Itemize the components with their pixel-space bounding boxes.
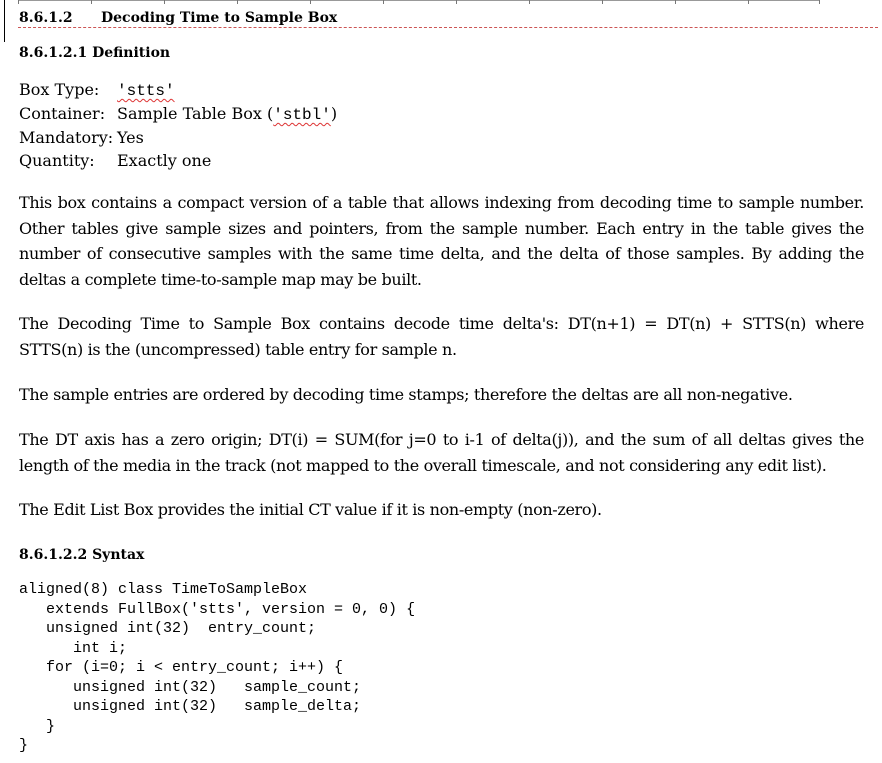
quantity-row (19, 151, 212, 170)
mandatory-value: Yes (117, 128, 144, 147)
syntax-heading: 8.6.1.2.2 Syntax (19, 547, 145, 563)
box-type-value (117, 80, 175, 100)
box-type-code: 'stts' (117, 82, 175, 100)
container-value-close: ) (330, 104, 338, 123)
definition-heading: 8.6.1.2.1 Definition (19, 45, 171, 61)
paragraph-edit-list: The Edit List Box provides the initial CT value if it is non-empty (non-zero). (19, 500, 602, 519)
mandatory-row (19, 128, 144, 147)
syntax-code-block: aligned(8) class TimeToSampleBox extends FullBox('stts', version = 0, 0) { unsigned int(32) entry_count; int i; for (i=0; i < entry_count; i++) { unsigned int(32) sample_count; unsigned int(32) sample_delta; } } (19, 581, 416, 754)
mandatory-label: Mandatory: (19, 128, 114, 147)
quantity-value: Exactly one (117, 151, 212, 170)
paragraph-dt-axis: The DT axis has a zero origin; DT(i) = SUM(for j=0 to i-1 of delta(j)), and the sum of all deltas gives the length of the media in the track (not mapped to the overall timescale, and not considering any edit list). (19, 430, 864, 475)
box-type-label: Box Type: (19, 80, 100, 99)
quantity-label: Quantity: (19, 151, 95, 170)
section-title: Decoding Time to Sample Box (101, 10, 338, 26)
container-value-text: Sample Table Box ( (117, 104, 274, 123)
tracked-change-underline (18, 27, 878, 28)
box-type-row (19, 80, 175, 100)
paragraph-decode-delta: The Decoding Time to Sample Box contains decode time delta's: DT(n+1) = DT(n) + STTS(n) where STTS(n) is the (uncompressed) table entry for sample n. (19, 314, 864, 359)
change-bar (4, 0, 5, 42)
paragraph-ordering: The sample entries are ordered by decoding time stamps; therefore the deltas are all non-negative. (19, 385, 793, 404)
container-label: Container: (19, 104, 106, 123)
table-border-line (18, 0, 820, 3)
container-code: 'stbl' (273, 106, 331, 124)
container-value (117, 104, 337, 124)
paragraph-box-description: This box contains a compact version of a table that allows indexing from decoding time to sample number. Other tables give sample sizes and pointers, from the sample number. Each entry in the table gives the number of consecutive samples with the same time delta, and the delta of those samples. By adding the deltas a complete time-to-sample map may be built. (19, 193, 864, 289)
section-number: 8.6.1.2 (19, 10, 73, 26)
container-row (19, 104, 338, 124)
